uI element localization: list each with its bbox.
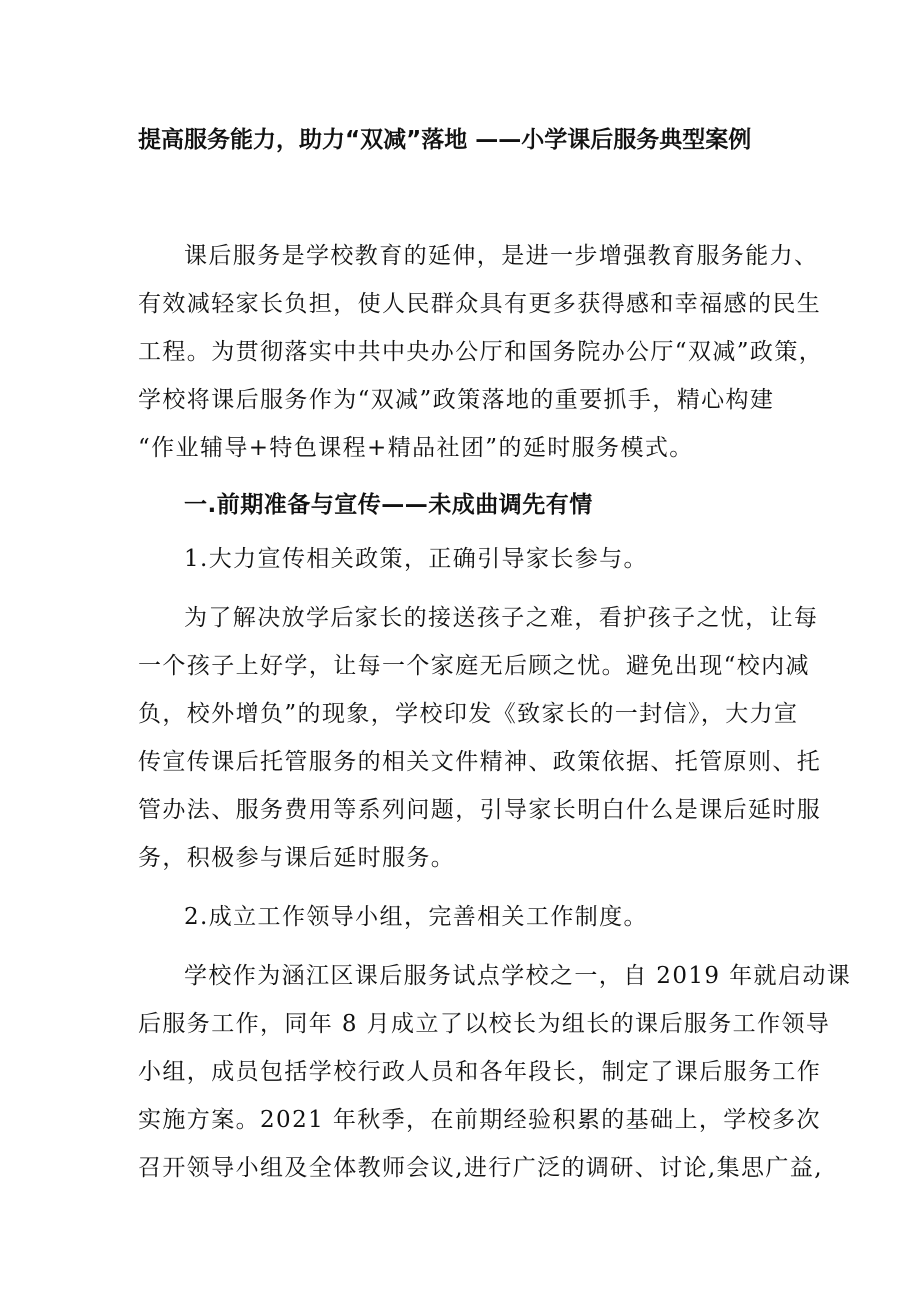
text-line: 小组，成员包括学校行政人员和各年段长，制定了课后服务工作 — [138, 1059, 822, 1085]
document-title: 提高服务能力，助力“双减”落地 ——小学课后服务典型案例 — [138, 127, 752, 153]
text-line: 为了解决放学后家长的接送孩子之难，看护孩子之忧，让每 — [184, 605, 819, 631]
text-line: 管办法、服务费用等系列问题，引导家长明白什么是课后延时服 — [138, 797, 822, 823]
subsection-heading: 1.大力宣传相关政策，正确引导家长参与。 — [184, 546, 648, 572]
text-line: “作业辅导+特色课程+精品社团”的延时服务模式。 — [138, 435, 694, 461]
text-line: 学校将课后服务作为“双减”政策落地的重要抓手，精心构建 — [138, 387, 775, 413]
text-line: 工程。为贯彻落实中共中央办公厅和国务院办公厅“双减”政策， — [138, 339, 824, 365]
text-line: 学校作为涵江区课后服务试点学校之一，自 2019 年就启动课 — [184, 963, 852, 989]
section-heading: 一.前期准备与宣传——未成曲调先有情 — [184, 492, 593, 518]
text-line: 召开领导小组及全体教师会议,进行广泛的调研、讨论,集思广益, — [138, 1155, 823, 1181]
text-line: 有效减轻家长负担，使人民群众具有更多获得感和幸福感的民生 — [138, 291, 822, 317]
text-line: 传宣传课后托管服务的相关文件精神、政策依据、托管原则、托 — [138, 749, 822, 775]
text-line: 后服务工作，同年 8 月成立了以校长为组长的课后服务工作领导 — [138, 1011, 831, 1037]
subsection-heading: 2.成立工作领导小组，完善相关工作制度。 — [184, 904, 648, 930]
text-line: 实施方案。2021 年秋季，在前期经验积累的基础上，学校多次 — [138, 1107, 821, 1133]
text-line: 课后服务是学校教育的延伸，是进一步增强教育服务能力、 — [184, 243, 819, 269]
text-line: 一个孩子上好学，让每一个家庭无后顾之忧。避免出现“校内减 — [138, 653, 810, 679]
text-line: 负，校外增负”的现象，学校印发《致家长的一封信》，大力宣 — [138, 701, 799, 727]
text-line: 务，积极参与课后延时服务。 — [138, 845, 456, 871]
